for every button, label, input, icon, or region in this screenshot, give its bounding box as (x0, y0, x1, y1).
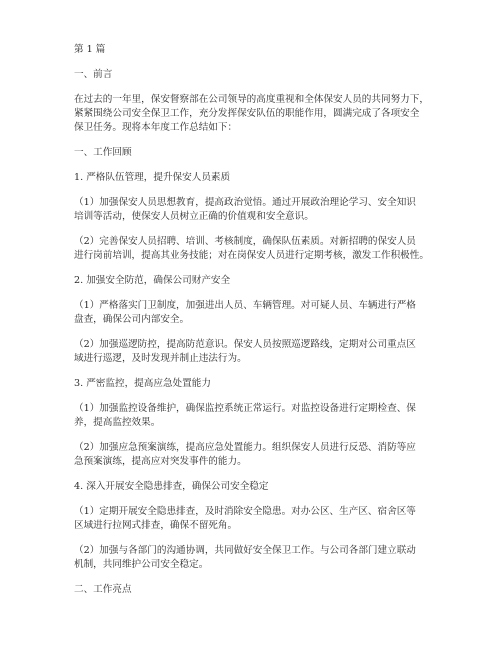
paragraph-line: 区域进行拉网式排查，确保不留死角。 (74, 520, 238, 531)
paragraph-line: 急预案演练，提高应对突发事件的能力。 (74, 456, 247, 467)
paragraph-line: 培训等活动，使保安人员树立正确的价值观和安全意识。 (74, 211, 314, 222)
section-title-review: 一、工作回顾 (74, 147, 132, 158)
item2-paragraph-2 (74, 338, 462, 366)
item-title-4: 4. 深入开展安全隐患排查，确保公司安全稳定 (74, 481, 269, 492)
paragraph-line: 盘查，确保公司内部安全。 (74, 314, 190, 325)
paragraph-line: （1）加强监控设备维护，确保监控系统正常运行。对监控设备进行定期检查、保 (74, 403, 416, 414)
paragraph-line: （2）加强巡逻防控，提高防范意识。保安人员按照巡逻路线，定期对公司重点区 (74, 339, 416, 350)
item-title-3: 3. 严密监控，提高应急处置能力 (74, 378, 211, 389)
item3-paragraph-1 (74, 402, 462, 430)
intro-line: 在过去的一年里，保安督察部在公司领导的高度重视和全体保安人员的共同努力下， (74, 94, 429, 105)
item-title-2: 2. 加强安全防范，确保公司财产安全 (74, 275, 231, 286)
paragraph-line: （2）完善保安人员招聘、培训、考核制度，确保队伍素质。对新招聘的保安人员 (74, 236, 416, 247)
paragraph-line: （1）定期开展安全隐患排查，及时消除安全隐患。对办公区、生产区、宿舍区等 (74, 506, 416, 517)
intro-paragraph (74, 93, 462, 135)
paragraph-line: 域进行巡逻，及时发现并制止违法行为。 (74, 353, 247, 364)
paragraph-line: （1）加强保安人员思想教育，提高政治觉悟。通过开展政治理论学习、安全知识 (74, 197, 416, 208)
intro-line: 保卫任务。现将本年度工作总结如下： (74, 122, 238, 133)
paragraph-line: 养，提高监控效果。 (74, 417, 161, 428)
item2-paragraph-1 (74, 299, 462, 327)
item4-paragraph-1 (74, 505, 462, 533)
paragraph-line: 机制，共同维护公司安全稳定。 (74, 559, 209, 570)
paragraph-line: （1）严格落实门卫制度，加强进出人员、车辆管理。对可疑人员、车辆进行严格 (74, 300, 416, 311)
item4-paragraph-2 (74, 544, 462, 572)
item3-paragraph-2 (74, 441, 462, 469)
section-title-intro: 一、前言 (74, 69, 113, 80)
item-title-1: 1. 严格队伍管理，提升保安人员素质 (74, 172, 231, 183)
item1-paragraph-1 (74, 196, 462, 224)
paragraph-line: （2）加强与各部门的沟通协调，共同做好安全保卫工作。与公司各部门建立联动 (74, 545, 416, 556)
paragraph-line: 进行岗前培训，提高其业务技能；对在岗保安人员进行定期考核，激发工作积极性。 (74, 250, 429, 261)
item1-paragraph-2 (74, 235, 462, 263)
section-title-highlights: 二、工作亮点 (74, 584, 132, 595)
paragraph-line: （2）加强应急预案演练，提高应急处置能力。组织保安人员进行反恐、消防等应 (74, 442, 416, 453)
intro-line: 紧紧围绕公司安全保卫工作，充分发挥保安队伍的职能作用，圆满完成了各项安全 (74, 108, 420, 119)
page-header: 第 1 篇 (74, 44, 106, 55)
